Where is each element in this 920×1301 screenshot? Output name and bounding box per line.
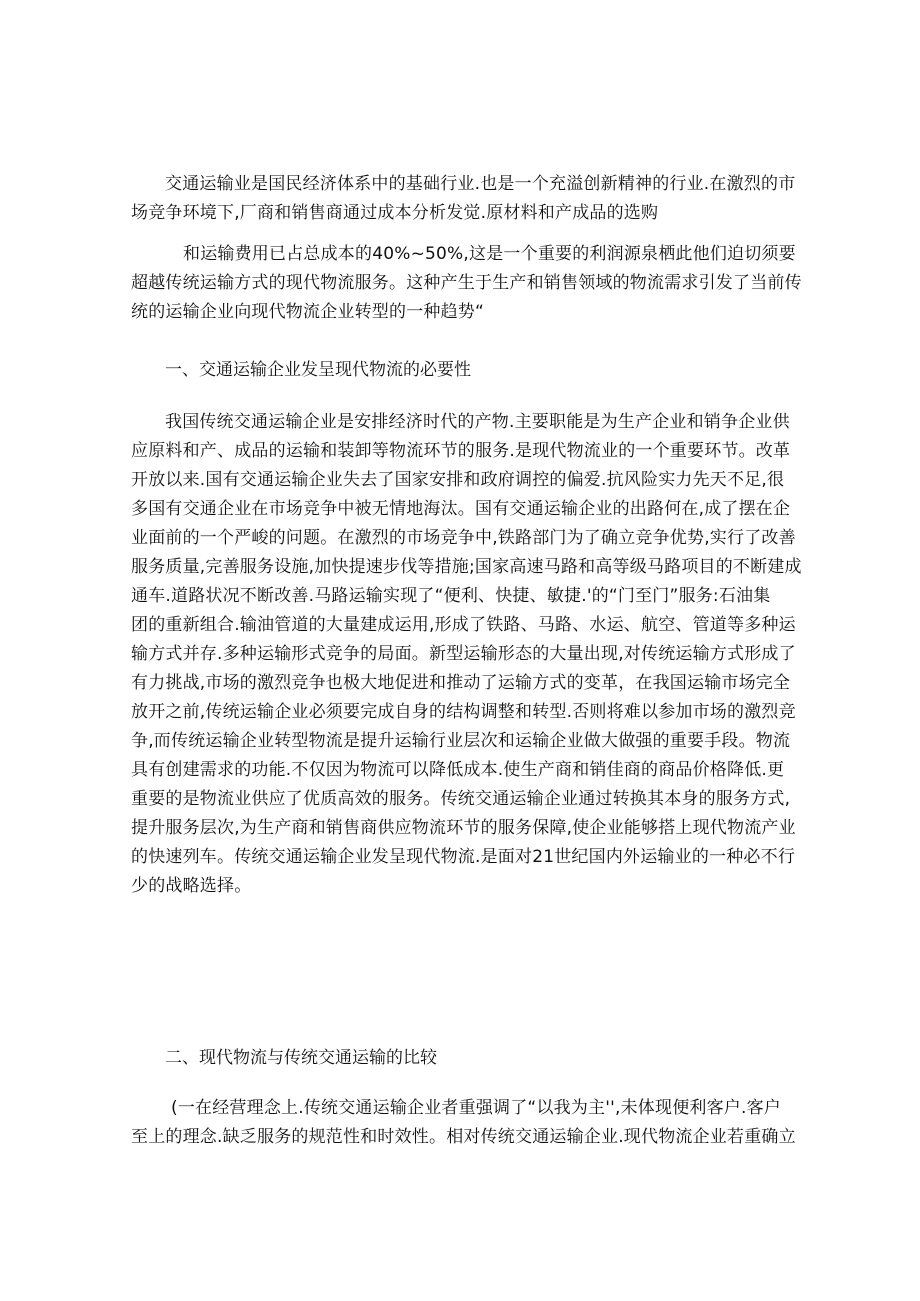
text-line: 至上的理念.缺乏服务的规范性和时效性。相对传统交通运输企业.现代物流企业若重确立 [131,1127,796,1147]
text-line: 具有创建需求的功能.不仅因为物流可以降低成本.使生产商和销佳商的商品价格降低.更 [131,760,785,780]
section-heading-1: 一、交通运输企业发呈现代物流的必要性 [165,360,471,380]
text-line: 交通运输业是国民经济体系中的基础行业.也是一个充溢创新精神的行业.在激烈的市 [165,174,796,194]
text-line: 统的运输企业向现代物流企业转型的一种趋势“ [131,302,485,322]
text-line: 超越传统运输方式的现代物流服务。这种产生于生产和销售领域的物流需求引发了当前传 [131,273,802,293]
intro-paragraph-continued [131,240,802,327]
intro-paragraph [131,170,797,228]
text-line: 多国有交通企业在市场竞争中被无情地海汰。国有交通运输企业的出路何在,成了摆在企 [131,499,791,519]
text-line: 我国传统交通运输企业是安排经济时代的产物.主要职能是为生产企业和销争企业供 [165,412,790,432]
section1-paragraph [131,408,802,901]
text-line: 和运输费用已占总成本的40%~50%,这是一个重要的利润源泉栖此他们迫切须要 [183,244,796,264]
section2-paragraph [131,1094,797,1152]
text-line: 通车.道路状况不断改善.马路运输实现了“便利、快捷、敏捷.'的“门至门”服务:石油集 [131,586,771,606]
text-line: (一在经营理念上.传统交通运输企业者重强调了“以我为主'',未体现便利客户.客户 [171,1098,781,1118]
text-line: 有力挑战,市场的激烈竞争也极大地促进和推动了运输方式的变革，在我国运输市场完全 [131,673,791,693]
text-line: 放开之前,传统运输企业必须要完成自身的结构调整和转型.否则将难以参加市场的激烈竞 [131,702,796,722]
section-heading-2: 二、现代物流与传统交通运输的比较 [165,1048,437,1068]
text-line: 的快速列车。传统交通运输企业发呈现代物流.是面对21世纪国内外运输业的一种必不行 [131,847,796,867]
text-line: 服务质量,完善服务设施,加快提速步伐等措施;国家高速马路和高等级马路项目的不断建成 [131,557,802,577]
text-line: 团的重新组合.输油管道的大量建成运用,形成了铁路、马路、水运、航空、管道等多种运 [131,615,796,635]
text-line: 开放以来.国有交通运输企业失去了国家安排和政府调控的偏爱.抗风险实力先天不足,很 [131,470,785,490]
text-line: 输方式并存.多种运输形式竞争的局面。新型运输形态的大量出现,对传统运输方式形成了 [131,644,796,664]
text-line: 争,而传统运输企业转型物流是提升运输行业层次和运输企业做大做强的重要手段。物流 [131,731,791,751]
text-line: 少的战略选择。 [131,876,252,896]
text-line: 应原料和产、成品的运输和装卸等物流环节的服务.是现代物流业的一个重要环节。改革 [131,441,791,461]
text-line: 重要的是物流业供应了优质高效的服务。传统交通运输企业通过转换其本身的服务方式, [131,789,791,809]
text-line: 场竞争环境下,厂商和销售商通过成本分析发觉.原材料和产成品的选购 [131,203,659,223]
text-line: 业面前的一个严峻的问题。在激烈的市场竞争中,铁路部门为了确立竞争优势,实行了改善 [131,528,796,548]
text-line: 提升服务层次,为生产商和销售商供应物流环节的服务保障,使企业能够搭上现代物流产业 [131,818,796,838]
